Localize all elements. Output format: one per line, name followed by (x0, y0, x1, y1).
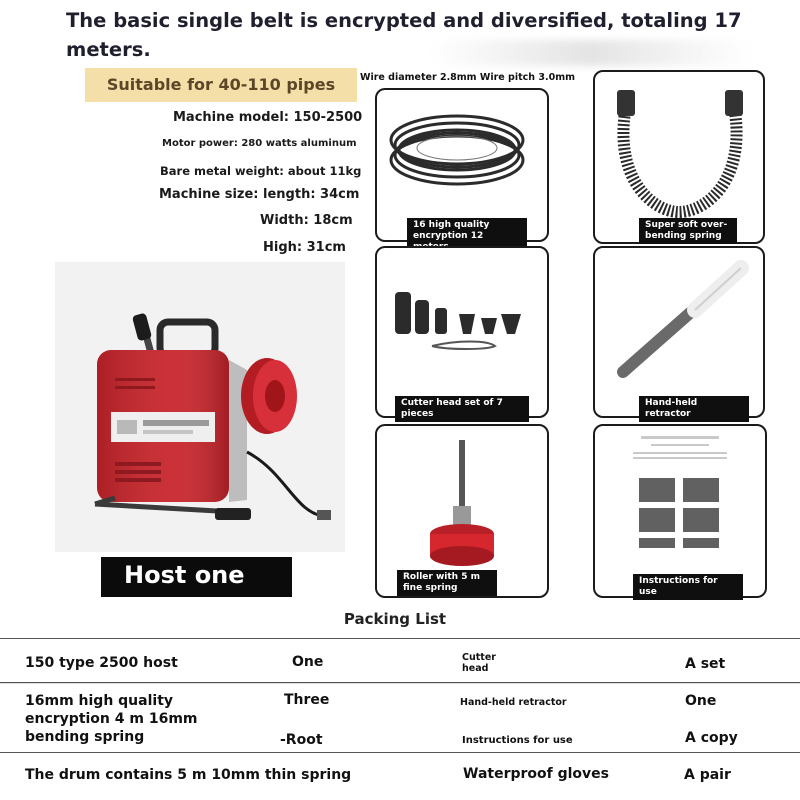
packing-row2-right-item: Hand-held retractor (460, 697, 567, 708)
packing-row2-qty-unit: -Root (280, 732, 323, 748)
packing-row1-item: 150 type 2500 host (25, 655, 178, 671)
card-spring (593, 70, 765, 244)
spring-image (595, 72, 763, 242)
packing-row1-right-item: Cutter head (462, 652, 496, 674)
machine-photo (55, 262, 345, 552)
packing-row4-right-item: Waterproof gloves (463, 766, 610, 782)
divider (0, 752, 800, 753)
spec-width: Width: 18cm (260, 213, 353, 228)
caption-roller: Roller with 5 m fine spring (397, 570, 497, 596)
packing-row2-right-qty: One (685, 693, 717, 709)
card-manual (593, 424, 767, 598)
spec-length: Machine size: length: 34cm (159, 187, 360, 202)
manual-image (595, 426, 765, 596)
retractor-image (595, 248, 763, 416)
host-label: Host one (101, 557, 292, 597)
headline-glare (430, 40, 750, 66)
page-headline: The basic single belt is encrypted and diversified, totaling 17 meters. (66, 9, 742, 61)
packing-row3-right-qty: A copy (685, 730, 738, 746)
packing-title: Packing List (343, 610, 447, 628)
spec-weight: Bare metal weight: about 11kg (160, 164, 362, 178)
cutter-set-image (377, 248, 547, 416)
wire-note: Wire diameter 2.8mm Wire pitch 3.0mm (360, 72, 575, 83)
pipes-banner: Suitable for 40-110 pipes (85, 68, 357, 102)
card-roller (375, 424, 549, 598)
card-coil (375, 88, 549, 242)
caption-coil: 16 high quality encryption 12 (407, 218, 527, 255)
card-cutters (375, 246, 549, 418)
packing-row4-item: The drum contains 5 m 10mm thin spring (25, 767, 352, 783)
packing-row2-item: 16mm high quality encryption 4 m 16mm bending spring (25, 693, 198, 745)
packing-row1-right-qty: A set (685, 656, 726, 672)
packing-row3-right-item: Instructions for use (462, 735, 573, 746)
spec-motor: Motor power: 280 watts aluminum (162, 138, 357, 149)
caption-spring: Super soft over-bending spring (639, 218, 737, 244)
caption-retractor: Hand-held retractor (639, 396, 749, 422)
packing-row4-right-qty: A pair (684, 767, 731, 783)
spec-model: Machine model: 150-2500 (173, 110, 363, 125)
caption-manual: Instructions for use (633, 574, 743, 600)
caption-cutters: Cutter head set of 7 pieces (395, 396, 529, 422)
packing-row2-qty: Three (284, 692, 330, 708)
card-retractor (593, 246, 765, 418)
packing-row1-qty: One (292, 654, 324, 670)
divider (0, 638, 800, 639)
spec-height: High: 31cm (263, 240, 346, 255)
drain-machine-image (55, 262, 345, 552)
divider (0, 683, 800, 684)
